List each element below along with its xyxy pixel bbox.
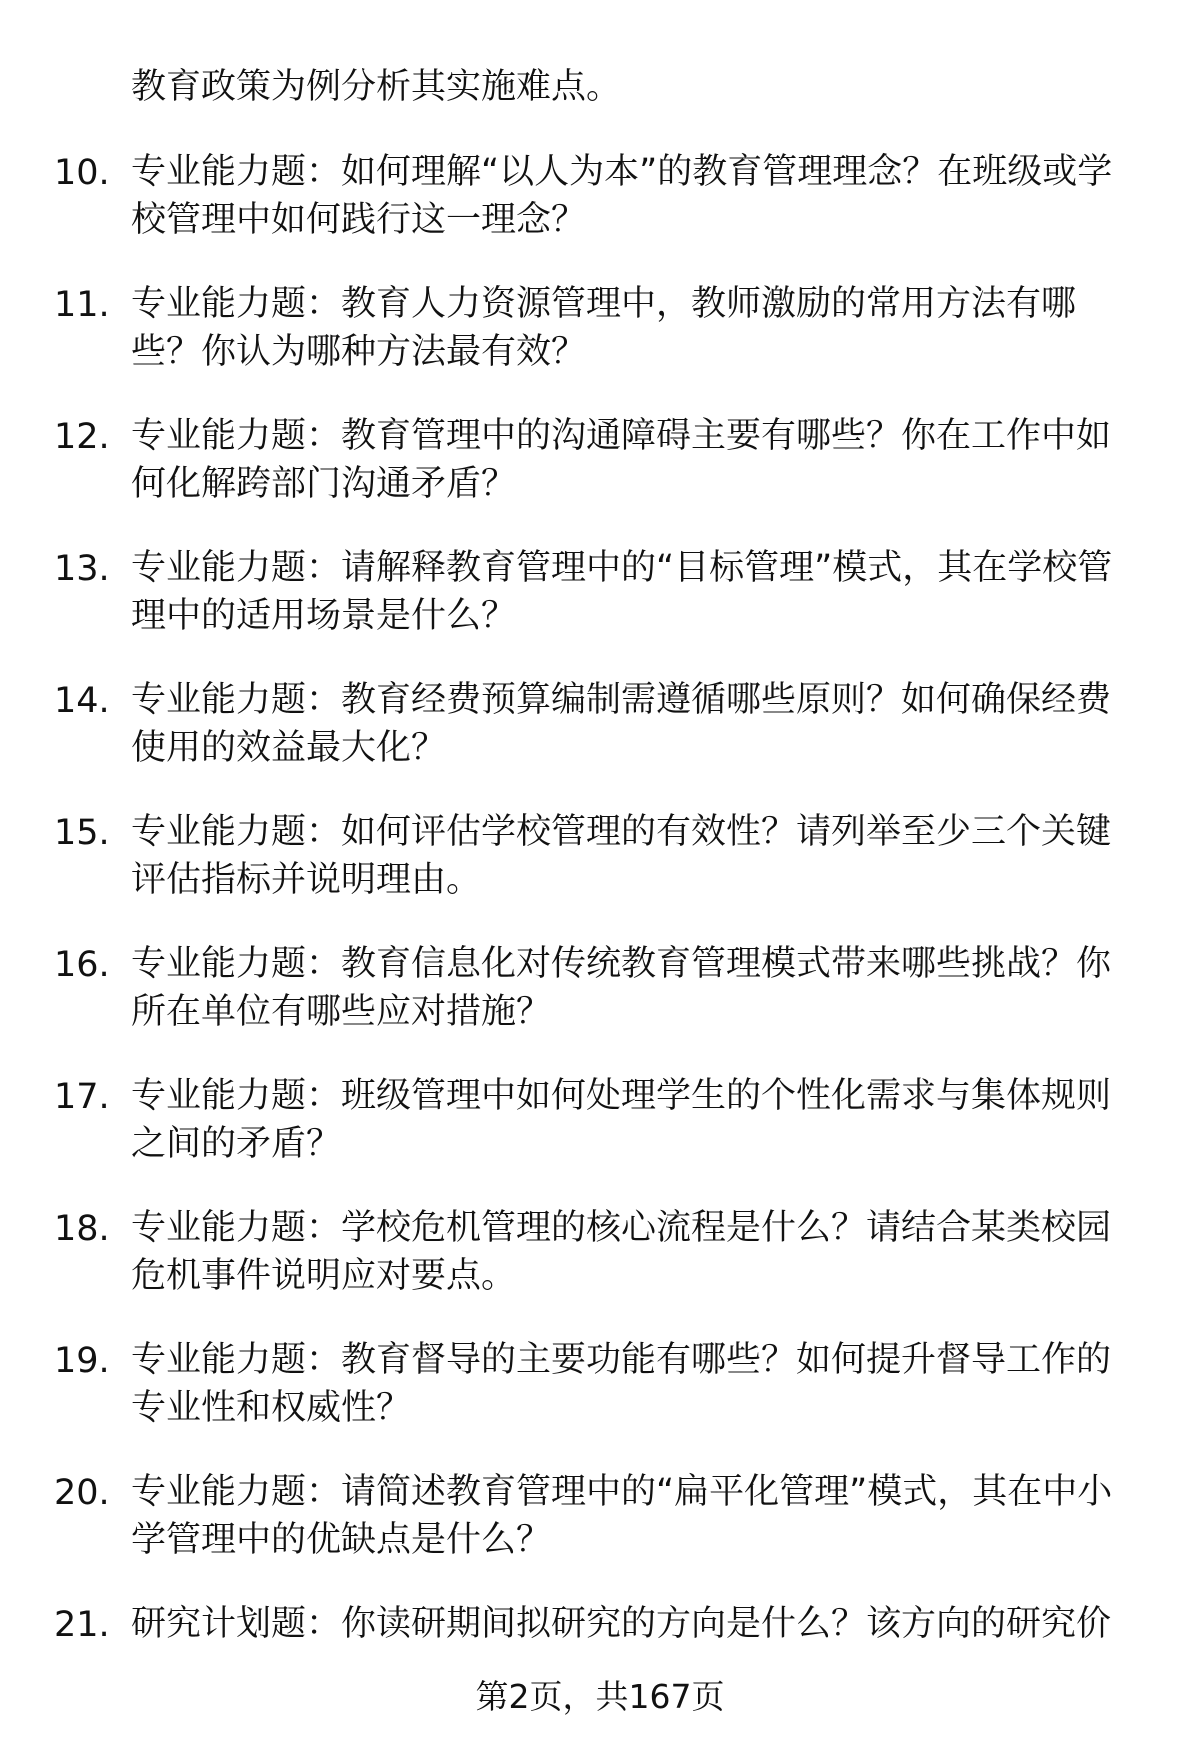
list-item [0,808,1200,940]
question-number: 13. [54,549,110,589]
question-number: 18. [54,1209,110,1249]
list-item [0,676,1200,808]
list-item [0,412,1200,544]
list-item [0,940,1200,1072]
question-text: 专业能力题：学校危机管理的核心流程是什么？请结合某类校园危机事件说明应对要点。 [131,1208,1112,1296]
question-text: 专业能力题：班级管理中如何处理学生的个性化需求与集体规则之间的矛盾？ [131,1076,1112,1164]
question-number: 12. [54,417,110,457]
question-text: 专业能力题：教育信息化对传统教育管理模式带来哪些挑战？你所在单位有哪些应对措施？ [131,944,1112,1032]
question-text: 研究计划题：你读研期间拟研究的方向是什么？该方向的研究价 [131,1604,1112,1644]
question-number: 11. [54,285,110,325]
list-item [0,1336,1200,1468]
question-number: 19. [54,1341,110,1381]
question-number: 21. [54,1605,110,1645]
list-item [0,148,1200,280]
question-text: 专业能力题：教育督导的主要功能有哪些？如何提升督导工作的专业性和权威性？ [131,1340,1112,1428]
question-number: 10. [54,153,110,193]
question-text: 专业能力题：教育经费预算编制需遵循哪些原则？如何确保经费使用的效益最大化？ [131,680,1112,768]
question-text: 专业能力题：如何理解“以人为本”的教育管理理念？在班级或学校管理中如何践行这一理念？ [131,152,1113,240]
list-item [0,1072,1200,1204]
page-footer: 第2页，共167页 [475,1677,725,1716]
question-number: 20. [54,1473,110,1513]
list-item [0,1468,1200,1600]
continuation-line: 教育政策为例分析其实施难点。 [131,67,622,107]
question-number: 15. [54,813,110,853]
question-text: 专业能力题：请简述教育管理中的“扁平化管理”模式，其在中小学管理中的优缺点是什么？ [131,1472,1113,1560]
question-list [0,148,1200,1732]
list-item [0,544,1200,676]
question-number: 14. [54,681,110,721]
list-item [0,280,1200,412]
question-text: 专业能力题：教育管理中的沟通障碍主要有哪些？你在工作中如何化解跨部门沟通矛盾？ [131,416,1112,504]
question-text: 专业能力题：教育人力资源管理中，教师激励的常用方法有哪些？你认为哪种方法最有效？ [131,284,1077,372]
question-number: 17. [54,1077,110,1117]
question-number: 16. [54,945,110,985]
question-text: 专业能力题：请解释教育管理中的“目标管理”模式，其在学校管理中的适用场景是什么？ [131,548,1113,636]
list-item [0,1204,1200,1336]
question-text: 专业能力题：如何评估学校管理的有效性？请列举至少三个关键评估指标并说明理由。 [131,812,1112,900]
